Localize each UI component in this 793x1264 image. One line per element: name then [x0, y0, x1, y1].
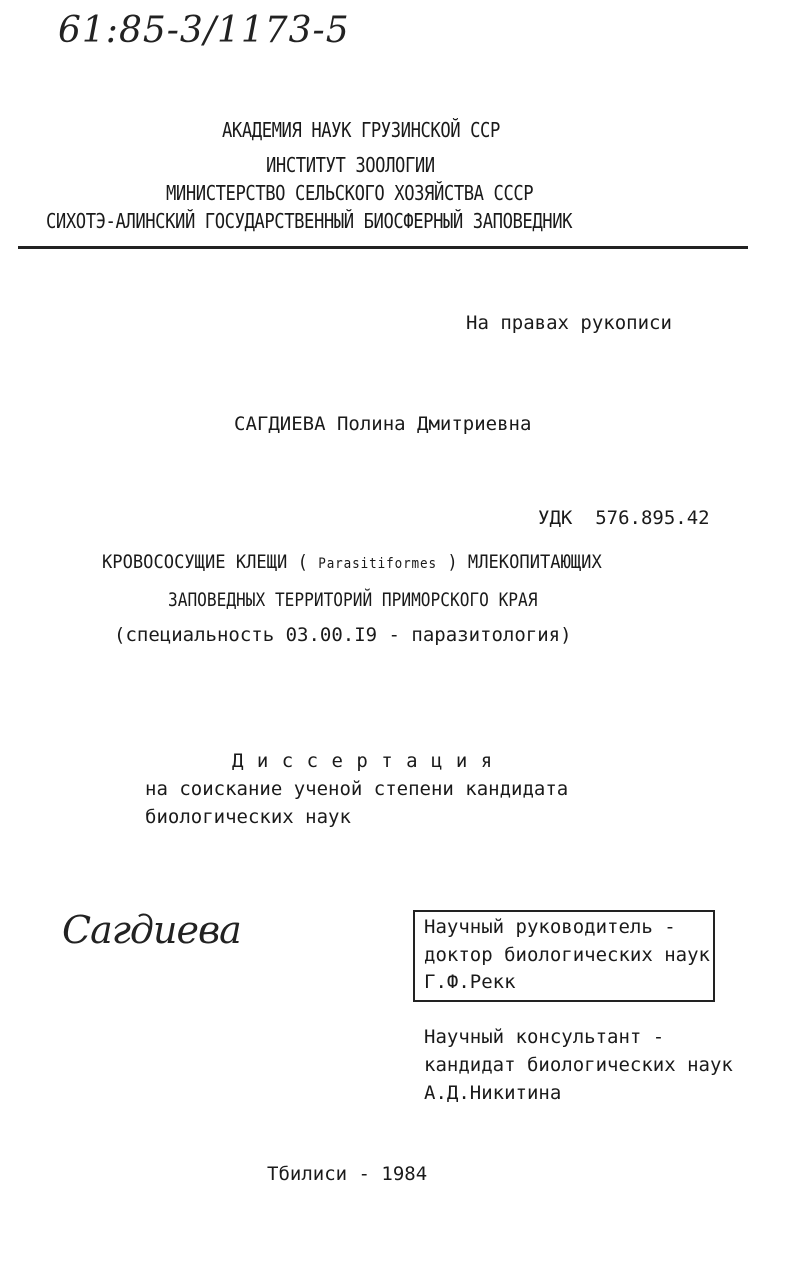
supervisor-line-1: Научный руководитель - — [424, 916, 676, 938]
header-line-3: МИНИСТЕРСТВО СЕЛЬСКОГО ХОЗЯЙСТВА СССР — [166, 181, 534, 205]
header-divider — [18, 246, 748, 249]
header-line-2: ИНСТИТУТ ЗООЛОГИИ — [266, 153, 435, 177]
title-line-1 — [102, 551, 602, 573]
supervisor-line-2: доктор биологических наук — [424, 944, 710, 966]
consultant-line-1: Научный консультант - — [424, 1026, 665, 1048]
title-line-2: ЗАПОВЕДНЫХ ТЕРРИТОРИЙ ПРИМОРСКОГО КРАЯ — [168, 589, 538, 611]
title-line-1-start: КРОВОСОСУЩИЕ КЛЕЩИ ( — [102, 551, 308, 573]
header-line-4: СИХОТЭ-АЛИНСКИЙ ГОСУДАРСТВЕННЫЙ БИОСФЕРНЫЙ ЗАПОВЕДНИК — [46, 209, 573, 233]
dissertation-line-1: на соискание ученой степени кандидата — [145, 778, 569, 800]
archive-code: 61:85-3/1173-5 — [58, 10, 350, 51]
title-line-1-end: ) МЛЕКОПИТАЮЩИХ — [447, 551, 602, 573]
udc-value: 576.895.42 — [595, 507, 710, 529]
handwritten-signature: Сагдиева — [62, 908, 241, 952]
udc-label: УДК — [538, 507, 573, 529]
consultant-line-3: А.Д.Никитина — [424, 1082, 562, 1104]
header-line-1: АКАДЕМИЯ НАУК ГРУЗИНСКОЙ ССР — [222, 118, 500, 142]
dissertation-line-2: биологических наук — [145, 806, 351, 828]
title-latin: Parasitiformes — [318, 556, 438, 572]
author-name: САГДИЕВА Полина Дмитриевна — [234, 413, 532, 435]
supervisor-line-3: Г.Ф.Рекк — [424, 971, 516, 993]
rights-note: На правах рукописи — [466, 312, 672, 334]
dissertation-heading: Д и с с е р т а ц и я — [232, 750, 494, 772]
udc — [538, 507, 710, 529]
place-year: Тбилиси - 1984 — [267, 1163, 428, 1185]
specialty: (специальность 03.00.I9 - паразитология) — [114, 624, 572, 646]
consultant-line-2: кандидат биологических наук — [424, 1054, 733, 1076]
